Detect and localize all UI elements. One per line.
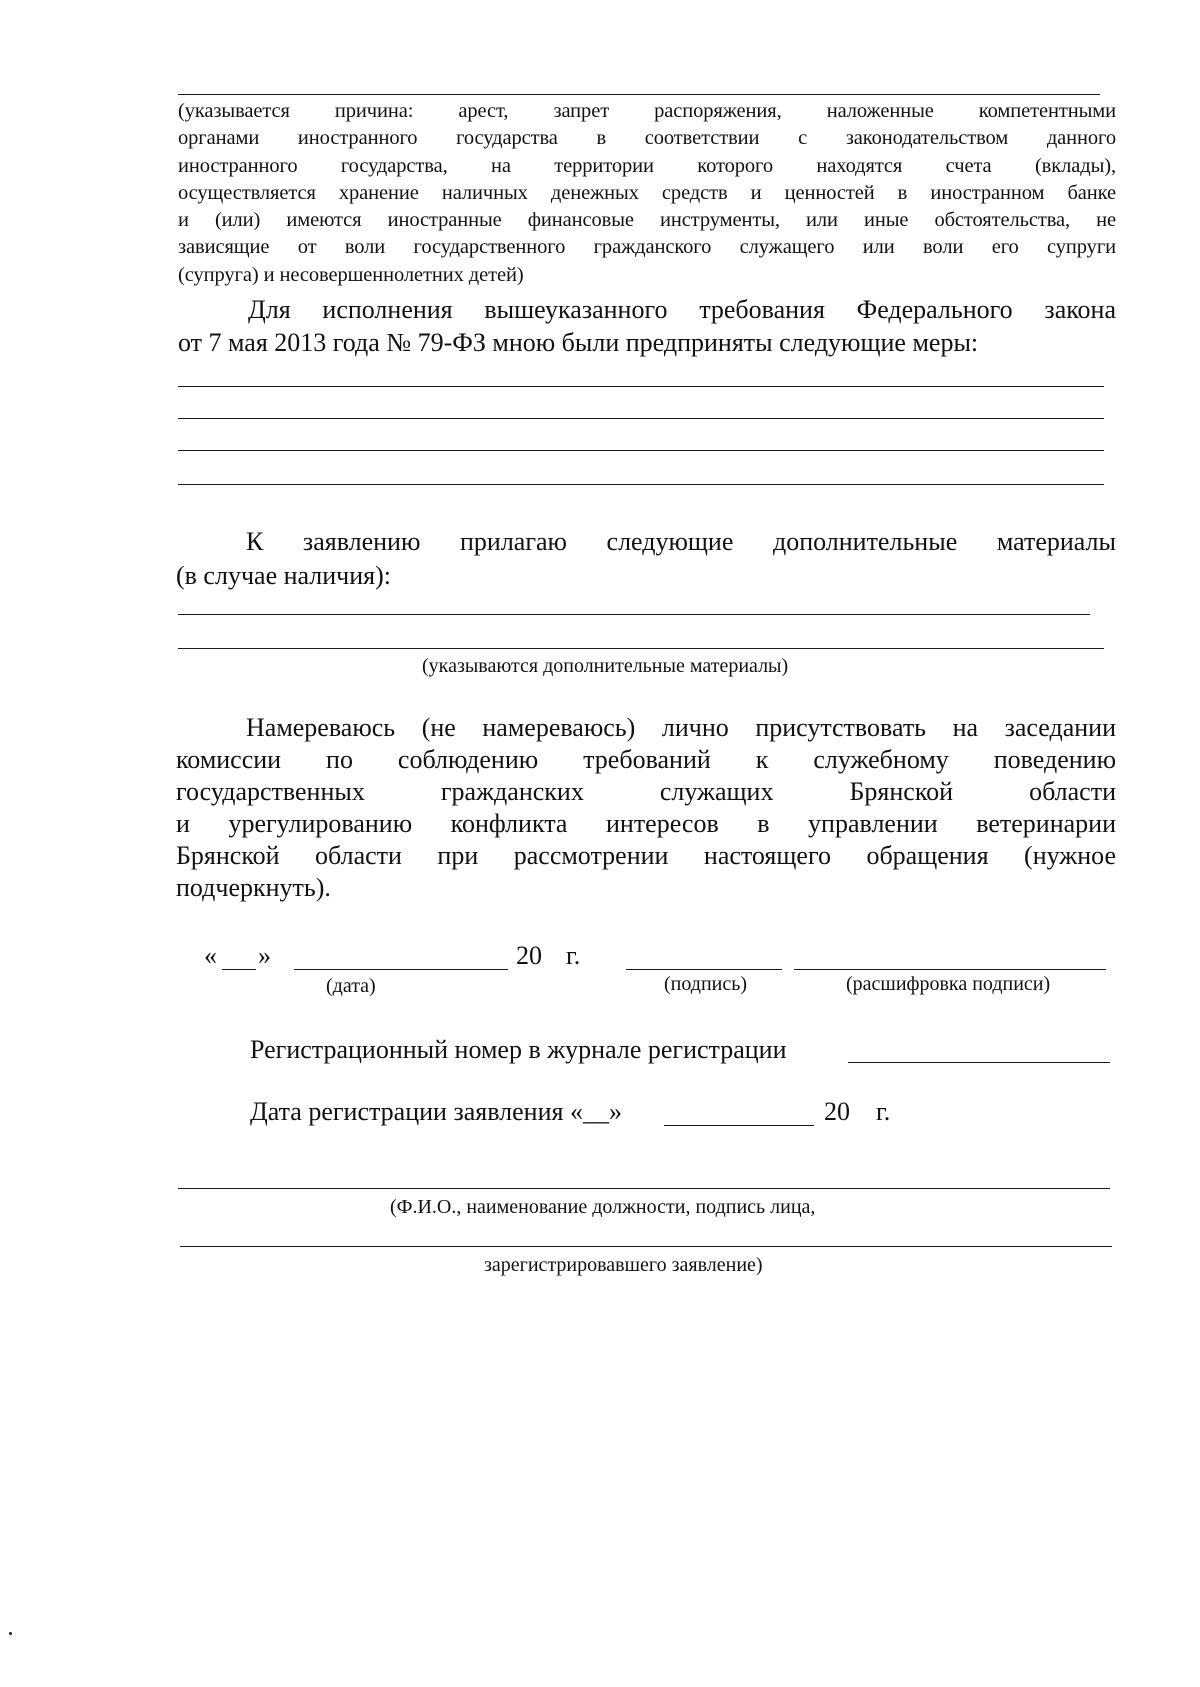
- measures-blank-line: [178, 386, 1104, 387]
- reason-note-line: и (или) имеются иностранные финансовые инструменты, или иные обстоятельства, не: [178, 209, 1116, 232]
- date-quote-open: «: [204, 941, 217, 970]
- registration-number-label: Регистрационный номер в журнале регистрации: [250, 1035, 787, 1064]
- registration-number-blank: [848, 1062, 1110, 1063]
- registration-year-prefix: 20: [824, 1097, 850, 1126]
- date-year-prefix: 20: [516, 941, 542, 970]
- scan-speck: [9, 1632, 12, 1635]
- date-month-blank: [294, 969, 508, 970]
- registrar-line-2: [180, 1246, 1112, 1247]
- reason-note-line: зависящие от воли государственного гражданского служащего или воли его супруги: [178, 236, 1116, 259]
- intention-line: Брянской области при рассмотрении настоящего обращения (нужное: [176, 841, 1116, 870]
- reason-note-line: органами иностранного государства в соответствии с законодательством данного: [178, 127, 1116, 150]
- intention-line: комиссии по соблюдению требований к служебному поведению: [176, 745, 1116, 774]
- attachments-line-2: (в случае наличия):: [176, 561, 392, 590]
- signature-caption: (подпись): [664, 973, 748, 995]
- measures-line-1: Для исполнения вышеуказанного требования Федерального закона: [248, 295, 1116, 324]
- attachments-blank-line: [178, 648, 1104, 649]
- reason-note-line: (супруга) и несовершеннолетних детей): [178, 263, 524, 286]
- reason-note-line: (указывается причина: арест, запрет распоряжения, наложенные компетентными: [178, 100, 1116, 122]
- date-caption: (дата): [326, 975, 376, 997]
- date-day-blank: [222, 969, 256, 970]
- signature-blank: [626, 969, 782, 970]
- reason-note-line: иностранного государства, на территории которого находятся счета (вклады),: [178, 154, 1116, 177]
- reason-note-line: осуществляется хранение наличных денежных средств и ценностей в иностранном банке: [178, 181, 1116, 204]
- date-year-suffix: г.: [566, 941, 581, 970]
- intention-line: и урегулированию конфликта интересов в управлении ветеринарии: [176, 809, 1116, 838]
- intention-line: Намереваюсь (не намереваюсь) лично присутствовать на заседании: [246, 713, 1116, 742]
- attachments-blank-line: [178, 614, 1090, 615]
- measures-blank-line: [178, 484, 1104, 485]
- registrar-caption-1: (Ф.И.О., наименование должности, подпись лица,: [390, 1196, 816, 1218]
- measures-blank-line: [178, 450, 1104, 451]
- attachments-caption: (указываются дополнительные материалы): [422, 655, 789, 677]
- registrar-caption-2: зарегистрировавшего заявление): [484, 1254, 763, 1276]
- registration-date-blank: [664, 1125, 814, 1126]
- date-quote-close: »: [258, 941, 271, 970]
- registrar-line-1: [178, 1188, 1110, 1189]
- measures-blank-line: [178, 418, 1104, 419]
- attachments-line-1: К заявлению прилагаю следующие дополнительные материалы: [246, 527, 1116, 556]
- decoding-caption: (расшифровка подписи): [846, 973, 1051, 995]
- decoding-blank: [794, 969, 1106, 970]
- intention-paragraph: [176, 712, 1116, 904]
- top-rule: [178, 94, 1100, 95]
- reason-note: [178, 98, 1116, 289]
- intention-line: подчеркнуть).: [176, 873, 331, 902]
- measures-line-2: от 7 мая 2013 года № 79-ФЗ мною были предприняты следующие меры:: [178, 328, 979, 357]
- registration-year-suffix: г.: [876, 1097, 891, 1126]
- registration-date-label: Дата регистрации заявления «__»: [250, 1097, 622, 1126]
- intention-line: государственных гражданских служащих Брянской области: [176, 777, 1116, 806]
